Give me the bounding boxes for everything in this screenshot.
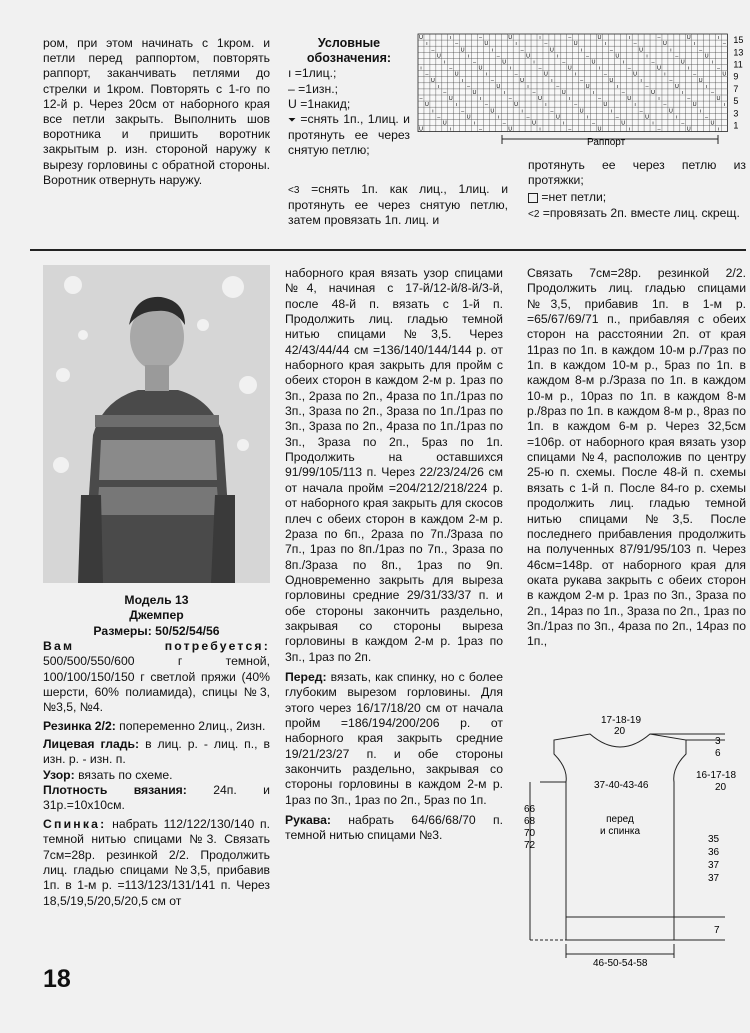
chart-stitch-mark: ı xyxy=(557,53,559,60)
chart-stitch-mark: ı xyxy=(634,102,636,109)
chart-stitch-mark: U xyxy=(448,96,453,103)
chart-stitch-mark: – xyxy=(484,102,488,109)
chart-stitch-mark: ı xyxy=(705,83,708,90)
chart-stitch-mark: U xyxy=(567,65,572,72)
chart-stitch-mark: U xyxy=(508,126,513,133)
chart-stitch-mark: ı xyxy=(664,71,666,78)
chart-stitch-mark: U xyxy=(532,120,537,127)
chart-stitch-mark: U xyxy=(591,59,596,66)
chart-stitch-mark: – xyxy=(550,108,554,115)
legend-yo: U =1накид; xyxy=(288,96,351,111)
chart-stitch-mark: U xyxy=(615,53,620,60)
legend-no-stitch: =нет петли; xyxy=(528,190,746,205)
sleeve-continued: Связать 7см=28р. резинкой 2/2. Продолжить лиц. гладью спицами №3,5, прибавив 1п. в 1-м р. =65/67/69/71 п., прибавляя с обеих сторон на расстоянии 2п. от края 11раз по 1п. в каждом 10-м р./7раз по 1п. в каждом 10-м р., 5раз по 1п. в каждом 8-м р./3раза по 1п. в каждом 10-м р., 10раз по 1п. в каждом 8-м р./8раз по 1п. в каждом 8-м р., 8раз по 1п. в каждом 6-м р. Через 32,5см =106р. от наборного края вязать узор спицами №4, расположив по центру 25-ю п. схемы. После 48-й п. схемы вязать с 1-й п. После 84-го р. схемы продолжить лиц. гладью темной нитью спицами №3,5. После последнего прибавления продолжить на полученных 87/91/95/103 п. Через 46см=148р. от наборного края для оката рукава закрыть с обеих сторон в каждом 2-м р. 1раз по 3п., 3раза по 2п., 14раз по 1п., 3раза по 2п., 1раз по 3п./1раз по 3п., 4раза по 2п., 14раз по 1п., xyxy=(527,266,746,649)
model-photo xyxy=(43,265,270,583)
chart-stitch-mark: – xyxy=(461,108,465,115)
piece-label-2: и спинка xyxy=(599,826,641,837)
yarn-over-symbol: U xyxy=(288,96,297,111)
chart-stitch-mark: U xyxy=(573,41,578,48)
chart-stitch-mark: ı xyxy=(479,96,482,103)
empty-box-icon xyxy=(528,193,538,203)
chart-stitch-mark: U xyxy=(585,83,590,90)
chart-stitch-mark: U xyxy=(627,96,632,103)
chart-stitch-mark: – xyxy=(449,65,453,72)
chart-stitch-mark: – xyxy=(675,53,679,60)
chart-stitch-mark: ı xyxy=(622,59,625,66)
chart-stitch-mark: U xyxy=(633,71,638,78)
chart-stitch-mark: ı xyxy=(711,59,714,66)
chart-stitch-mark: – xyxy=(443,90,447,96)
chart-stitch-mark: ı xyxy=(610,108,613,115)
chart-stitch-mark: U xyxy=(430,77,435,84)
chart-stitch-mark: U xyxy=(651,90,656,96)
length-labels xyxy=(524,804,536,851)
chart-row-number: 5 xyxy=(733,96,739,107)
legend xyxy=(288,36,410,159)
chart-stitch-mark: ı xyxy=(717,35,720,42)
chart-stitch-mark: – xyxy=(556,83,560,90)
chart-row-number: 3 xyxy=(733,108,739,119)
chart-stitch-mark: ı xyxy=(438,83,440,90)
chart-stitch-mark: – xyxy=(645,83,649,90)
chart-stitch-mark: U xyxy=(424,102,429,109)
gauge: Плотность вязания: 24п. и 31р.=10х10см. xyxy=(43,783,270,813)
chart-stitch-mark: U xyxy=(680,59,685,66)
chart-stitch-mark: – xyxy=(591,120,596,127)
chart-stitch-mark: – xyxy=(544,41,548,48)
chart-stitch-mark: – xyxy=(472,59,477,66)
sleeve-instructions: Рукава: набрать 64/66/68/70 п. темной нитью спицами №3. xyxy=(285,813,503,843)
chart-stitch-mark: – xyxy=(597,96,602,103)
chart-stitch-mark: ı xyxy=(497,114,500,121)
purl-symbol: – xyxy=(288,81,295,96)
chart-stitch-mark: – xyxy=(651,59,655,66)
chart-stitch-mark: U xyxy=(537,96,542,103)
neck-depth-label-2: 6 xyxy=(715,748,721,759)
shoulder-label-2: 20 xyxy=(715,782,727,793)
chart-stitch-mark: ı xyxy=(586,114,589,121)
chart-stitch-mark: – xyxy=(609,47,613,54)
chart-stitch-mark: – xyxy=(705,114,709,121)
chart-stitch-mark: ı xyxy=(521,108,523,115)
chart-stitch-mark: ı xyxy=(646,53,648,60)
slip-symbol: ⏷ xyxy=(288,115,296,127)
chart-stitch-mark: – xyxy=(431,47,435,54)
neck-width-label: 17-18-19 xyxy=(601,715,642,726)
chart-stitch-mark: – xyxy=(699,47,703,54)
intro-text: ром, при этом начинать с 1кром. и петли перед раппортом, повторять раппорт, заканчивать петлями до стрелки и 1кром. Повторять с 1-го по 12-й р. Через 20см от наборного края все петли закрыть. Выполнить шов воротника и пришить воротник закрытым р. изн. стороной наружу к вырезу горловины с обратной стороны. Воротник отвернуть наружу. xyxy=(43,36,270,187)
chart-stitch-mark: ı xyxy=(598,65,601,72)
chart-stitch-mark: – xyxy=(455,41,459,48)
chart-stitch-mark: ı xyxy=(444,59,446,66)
armhole-label: 36 xyxy=(708,847,720,858)
chart-stitch-mark: – xyxy=(615,114,619,121)
chart-stitch-mark: ı xyxy=(717,126,720,133)
chart-stitch-mark: – xyxy=(496,53,500,60)
chart-stitch-mark: U xyxy=(502,59,507,66)
chart-stitch-mark: ı xyxy=(687,65,690,72)
sizes-line: Размеры: 50/52/54/56 xyxy=(93,623,220,638)
chart-stitch-mark: – xyxy=(467,83,471,90)
chart-stitch-mark: U xyxy=(466,114,471,121)
chart-stitch-mark: U xyxy=(710,120,715,127)
back-continued: наборного края вязать узор спицами №4, начиная с 17-й/12-й/8-й/3-й, после 48-й п. вязать с 1-й п. Продолжить лиц. гладью темной нитью спицами №3,5. Через 42/43/44/44 см =136/140/144/144 р. от наборного края закрыть для пройм с обеих сторон в каждом 2-м р. 1раз по 3п., 2раза по 2п., 4раза по 1п./1раз по 3п., 3раза по 2п., 3раза по 1п./1раз по 3п., 3раза по 2п., 4раза по 1п./1раз по 3п., 3раза по 2п., 5раз по 1п. Продолжить на оставшихся 91/99/105/113 п. Через 22/23/24/26 см от начала пройм =204/212/218/224 р. от наборного края закрыть для скосов плеч с обеих сторон в каждом 2-м р. 2раза по 6п., 2раза по 7п./3раза по 7п., 1раз по 8п./1раз по 7п., 3раза по 8п./3раза по 8п., 1раз по 9п. Одновременно закрыть для выреза горловины средние 29/31/33/37 п. и обе стороны закончить раздельно, закрывая со стороны выреза горловины в каждом 2-м р. 1раз по 3п., 1раз по 2п. xyxy=(285,266,503,664)
k2tog-symbol: <2 xyxy=(528,208,540,220)
chart-stitch-mark: – xyxy=(716,65,721,72)
armhole-label: 35 xyxy=(708,834,720,845)
knit-symbol: ı xyxy=(288,66,292,81)
chart-stitch-mark: U xyxy=(597,35,602,42)
chart-row-number: 13 xyxy=(733,47,744,58)
chart-stitch-mark: ı xyxy=(449,126,452,133)
armhole-label: 37 xyxy=(708,873,720,884)
model-subtitle: Джемпер xyxy=(129,608,184,623)
chart-stitch-mark: ı xyxy=(551,77,553,84)
chart-stitch-mark: U xyxy=(454,71,459,78)
chart-stitch-mark: U xyxy=(460,47,465,54)
chart-stitch-mark: ı xyxy=(467,53,470,60)
chart-stitch-mark: ı xyxy=(539,126,541,133)
armhole-label: 37 xyxy=(708,860,720,871)
legend-right: протянуть ее через петлю из протяжки; =нет петли; <2 =провязать 2п. вместе лиц. скрещ. xyxy=(528,158,746,222)
chart-stitch-mark: U xyxy=(496,83,501,90)
chart-stitch-mark: ı xyxy=(515,41,517,48)
model-specs xyxy=(43,593,270,909)
section-divider xyxy=(30,249,746,251)
length-label: 68 xyxy=(524,816,536,827)
chart-stitch-mark: – xyxy=(478,35,483,42)
garment-schematic xyxy=(520,712,746,970)
chart-caption: Раппорт xyxy=(587,137,626,148)
page-number: 18 xyxy=(43,965,71,993)
chart-stitch-mark: U xyxy=(514,102,519,109)
chart-stitch-mark: ı xyxy=(485,71,488,78)
chart-stitch-mark: ı xyxy=(592,90,595,96)
chart-stitch-mark: U xyxy=(704,53,709,60)
chart-stitch-mark: – xyxy=(502,120,506,127)
chart-stitch-mark: U xyxy=(526,53,531,60)
chart-stitch-mark: U xyxy=(674,83,679,90)
legend-purl: – =1изн.; xyxy=(288,81,338,96)
shoulder-label: 16-17-18 xyxy=(696,770,737,781)
chart-stitch-mark: U xyxy=(686,35,691,42)
legend-title: Условные обозначения: xyxy=(306,36,392,66)
chart-stitch-mark: ı xyxy=(426,41,428,48)
neck-depth-label: 3 xyxy=(715,736,721,747)
chart-stitch-mark: U xyxy=(597,126,602,133)
chart-stitch-mark: U xyxy=(686,126,691,133)
chart-stitch-mark: ı xyxy=(628,126,630,133)
chart-stitch-mark: ı xyxy=(604,41,607,48)
chart-stitch-mark: U xyxy=(645,114,650,121)
chart-stitch-mark: U xyxy=(472,90,477,96)
chart-stitch-mark: – xyxy=(722,41,726,48)
pattern-note: Узор: вязать по схеме. xyxy=(43,767,173,782)
stockinette: Лицевая гладь: в лиц. р. - лиц. п., в изн. р. - изн. п. xyxy=(43,737,270,767)
chart-stitch-mark: U xyxy=(579,108,584,115)
chart-stitch-mark: U xyxy=(639,47,644,54)
legend-knit: ı =1лиц.; xyxy=(288,66,337,81)
chart-stitch-mark: ı xyxy=(658,96,660,103)
chart-stitch-mark: U xyxy=(609,77,614,84)
chart-stitch-mark: U xyxy=(561,90,566,96)
length-label: 70 xyxy=(524,828,536,839)
chart-stitch-mark: – xyxy=(657,126,661,133)
chart-stitch-mark: U xyxy=(418,126,423,133)
chart-stitch-mark: U xyxy=(698,77,703,84)
chart-stitch-mark: U xyxy=(484,41,489,48)
chart-stitch-mark: U xyxy=(478,65,483,72)
chart-stitch-mark: ı xyxy=(676,114,678,121)
chart-stitch-mark: ı xyxy=(420,65,422,72)
rib-stitch: Резинка 2/2: попеременно 2лиц., 2изн. xyxy=(43,718,266,733)
chart-stitch-mark: U xyxy=(656,65,661,72)
chart-stitch-mark: ı xyxy=(682,90,684,96)
armhole-labels xyxy=(708,834,720,884)
chart-stitch-mark: ı xyxy=(432,108,434,115)
chart-stitch-mark: – xyxy=(687,96,691,103)
chart-stitch-mark: ı xyxy=(449,35,452,42)
chart-stitch-mark: U xyxy=(508,35,513,42)
chart-stitch-mark: U xyxy=(662,41,667,48)
chart-stitch-mark: – xyxy=(419,96,423,103)
rib-height-label: 7 xyxy=(714,925,720,936)
legend-k2tog: <2 =провязать 2п. вместе лиц. скрещ. xyxy=(528,205,740,220)
chart-stitch-mark: U xyxy=(549,47,554,54)
chart-stitch-mark: – xyxy=(603,71,607,78)
chart-stitch-mark: ı xyxy=(580,47,583,54)
chart-stitch-mark: U xyxy=(418,35,423,42)
chart-stitch-mark: – xyxy=(639,108,643,115)
materials: Вам потребуется: 500/500/550/600 г темной, 100/100/150/150 г светлой пряжи (40% шерсти, 60% полиамида), спицы №3, №3,5, №4. xyxy=(43,639,270,715)
chart-stitch-mark: ı xyxy=(652,120,654,127)
chart-stitch-mark: ı xyxy=(533,59,535,66)
chart-row-number: 9 xyxy=(733,71,739,82)
chart-stitch-mark: U xyxy=(621,120,626,127)
chart-row-numbers xyxy=(733,35,743,130)
chart-stitch-mark: U xyxy=(490,108,495,115)
chart-stitch-mark: – xyxy=(538,65,542,72)
double-dec-symbol: <3 xyxy=(288,185,300,196)
legend-item5: <3 =снять 1п. как лиц., 1лиц. и протянуть ее через снятую петлю, затем провязать 1п. лиц. и xyxy=(288,182,508,228)
chart-stitch-mark: – xyxy=(514,71,518,78)
chart-stitch-mark: ı xyxy=(503,90,506,96)
chart-stitch-mark: – xyxy=(580,77,584,84)
chart-stitch-mark: – xyxy=(657,35,661,42)
chart-stitch-mark: – xyxy=(532,90,536,96)
chart-stitch-mark: U xyxy=(668,108,673,115)
chart-row-number: 7 xyxy=(733,83,739,94)
chart-stitch-mark: U xyxy=(716,96,721,103)
chart-stitch-mark: U xyxy=(692,102,697,109)
chart-stitch-mark: ı xyxy=(563,120,565,127)
chart-stitch-mark: – xyxy=(710,90,715,96)
chart-stitch-mark: – xyxy=(621,90,625,96)
chart-stitch-mark: ı xyxy=(461,77,464,84)
chart-stitch-mark: – xyxy=(425,71,429,78)
chart-stitch-mark: – xyxy=(693,71,697,78)
chart-stitch-mark: ı xyxy=(693,41,696,48)
chart-stitch-mark: U xyxy=(722,71,727,78)
chart-stitch-mark: U xyxy=(436,53,441,60)
column-3 xyxy=(527,266,746,650)
chart-stitch-mark: U xyxy=(543,71,548,78)
chart-stitch-mark: ı xyxy=(509,65,511,72)
legend-slip: ⏷ =снять 1п., 1лиц. и протянуть ее через снятую петлю; xyxy=(288,112,410,158)
neck-width-label-2: 20 xyxy=(614,726,626,737)
chart-stitch-mark: ı xyxy=(491,47,494,54)
chart-stitch-mark: – xyxy=(568,126,572,133)
chest-width-label: 37-40-43-46 xyxy=(594,780,649,791)
model-title: Модель 13 xyxy=(124,593,189,607)
chart-stitch-mark: ı xyxy=(568,96,571,103)
chart-stitch-mark: – xyxy=(508,96,512,103)
chart-stitch-mark: ı xyxy=(628,35,630,42)
chart-stitch-mark: – xyxy=(520,47,524,54)
chart-stitch-mark: ı xyxy=(455,102,458,109)
chart-stitch-mark: ı xyxy=(527,83,529,90)
chart-stitch-mark: U xyxy=(520,77,525,84)
knitting-chart xyxy=(416,32,750,148)
bottom-width-label: 46-50-54-58 xyxy=(593,958,648,969)
chart-stitch-mark: – xyxy=(627,65,631,72)
length-label: 66 xyxy=(524,804,536,815)
chart-stitch-mark: ı xyxy=(574,71,577,78)
chart-stitch-mark: – xyxy=(669,77,673,84)
chart-stitch-mark: – xyxy=(562,59,566,66)
chart-grid xyxy=(418,34,727,133)
chart-stitch-mark: – xyxy=(574,102,578,109)
chart-stitch-mark: U xyxy=(603,102,608,109)
chart-stitch-mark: – xyxy=(526,114,530,121)
chart-row-number: 1 xyxy=(733,120,739,131)
chart-stitch-mark: – xyxy=(437,114,441,121)
chart-stitch-mark: U xyxy=(555,114,560,121)
chart-stitch-mark: ı xyxy=(670,47,672,54)
chart-stitch-mark: – xyxy=(663,102,667,109)
chart-stitch-mark: – xyxy=(478,126,483,133)
chart-stitch-mark: U xyxy=(442,120,447,127)
front-instructions: Перед: вязать, как спинку, но с более глубоким вырезом горловины. Для этого через 16/17/18/20 см от начала пройм =186/194/200/206 р. от наборного края закрыть средние 19/21/23/27 п. и обе стороны закончить раздельно, закрывая со стороны горловины в каждом 2-м р. 1раз по 3п., 1раз по 2п., 5раз по 1п. xyxy=(285,669,503,807)
chart-stitch-mark: ı xyxy=(640,77,642,84)
chart-stitch-mark: ı xyxy=(723,102,726,109)
chart-row-number: 15 xyxy=(733,35,744,46)
length-label: 72 xyxy=(524,840,536,851)
chart-stitch-mark: – xyxy=(681,120,685,127)
chart-stitch-mark: ı xyxy=(699,108,702,115)
chart-stitch-mark: ı xyxy=(545,102,547,109)
chart-stitch-mark: ı xyxy=(539,35,541,42)
chart-stitch-mark: – xyxy=(568,35,572,42)
chart-stitch-mark: – xyxy=(633,41,637,48)
chart-stitch-mark: ı xyxy=(616,83,619,90)
chart-stitch-mark: – xyxy=(586,53,590,60)
column-2 xyxy=(285,266,503,844)
chart-stitch-mark: – xyxy=(490,77,494,84)
back-instructions: Спинка: набрать 112/122/130/140 п. темной нитью спицами №3. Связать 7см=28р. резинкой 2/2. Продолжить лиц. гладью спицами №3,5, прибавив 1п. в 1-м р. =113/123/131/141 п. Через 18,5/19,5/20,5/20,5 см от xyxy=(43,816,271,908)
chart-stitch-mark: ı xyxy=(473,120,476,127)
piece-label: перед xyxy=(606,814,634,825)
chart-row-number: 11 xyxy=(733,59,743,70)
